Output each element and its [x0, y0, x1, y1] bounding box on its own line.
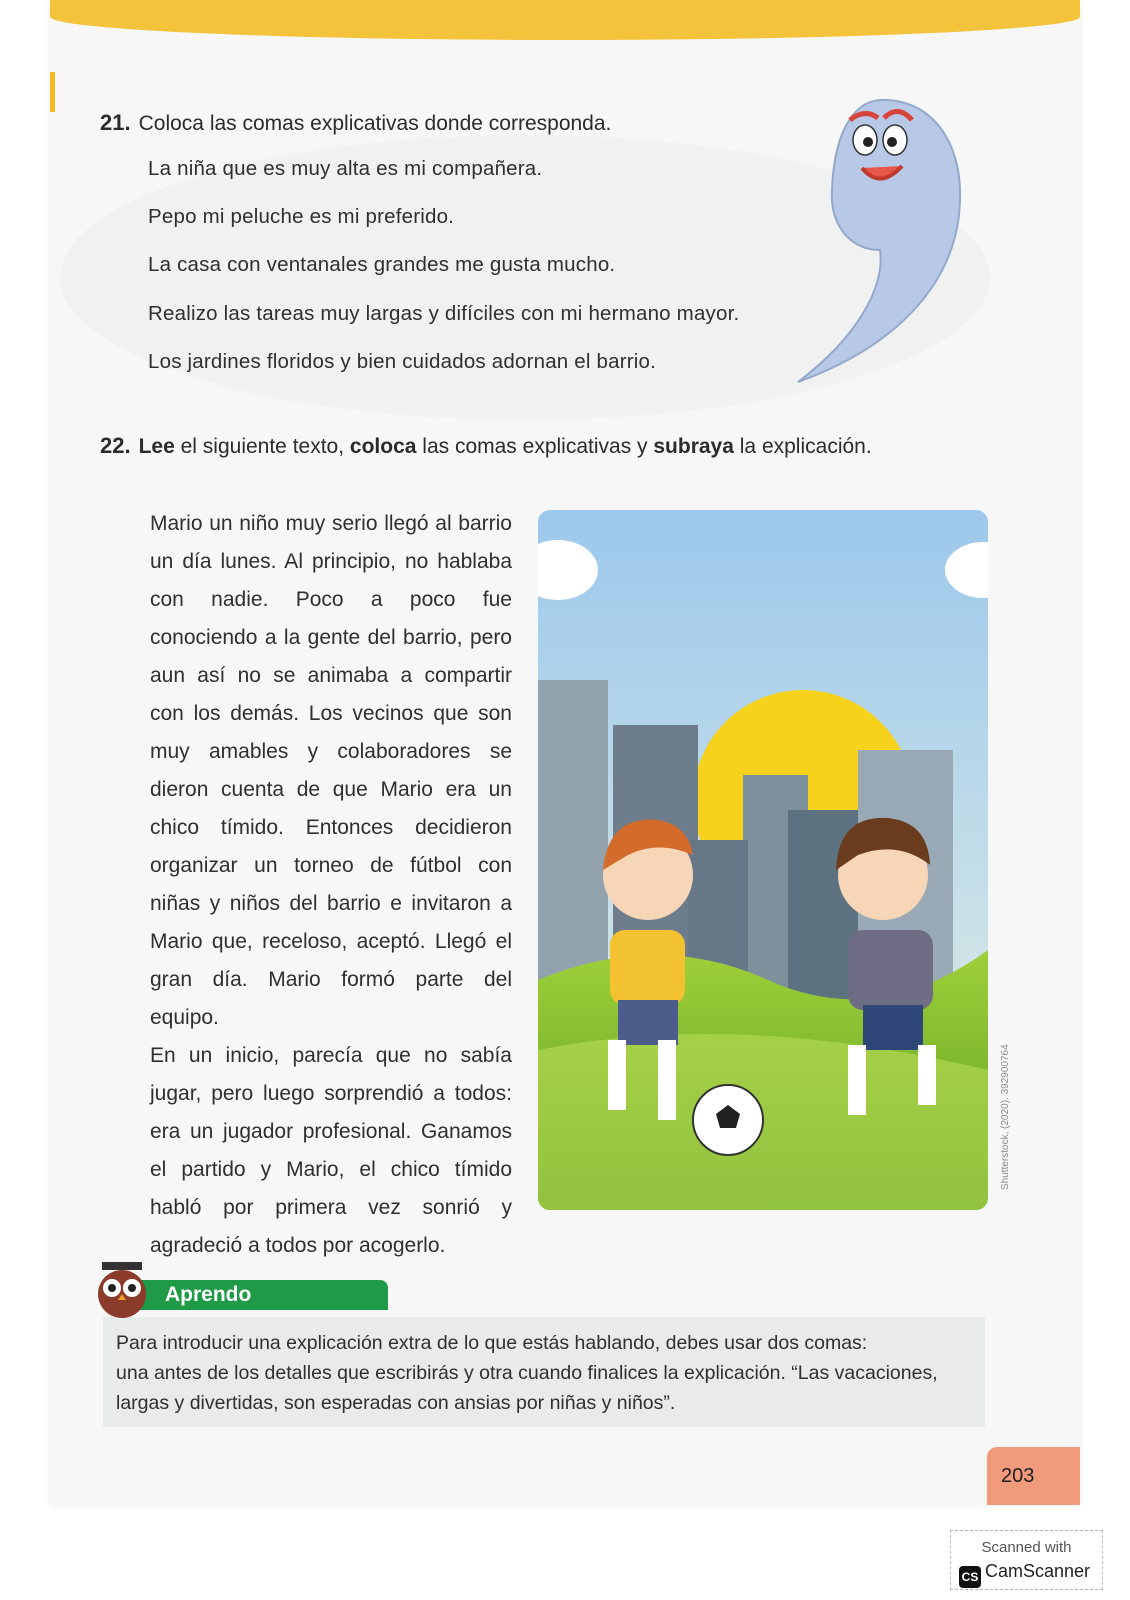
exercise-22-text-3: la explicación.	[739, 435, 872, 458]
exercise-21-sentence-5: Los jardines floridos y bien cuidados adornan el barrio.	[148, 350, 657, 373]
aprendo-text-line-3: largas y divertidas, son esperadas con ansias por niñas y niños”.	[116, 1392, 676, 1414]
exercise-22-text-2: las comas explicativas y	[422, 435, 648, 458]
comma-character-icon	[790, 90, 970, 390]
exercise-22-verb-subraya: subraya	[653, 435, 734, 458]
exercise-21-number: 21.	[100, 110, 131, 135]
camscanner-watermark	[950, 1530, 1103, 1590]
left-margin-mark	[50, 72, 55, 112]
exercise-21-sentence-1: La niña que es muy alta es mi compañera.	[148, 157, 543, 180]
exercise-21-heading	[100, 110, 611, 136]
exercise-21-sentence-4: Realizo las tareas muy largas y difíciles con mi hermano mayor.	[148, 302, 740, 325]
exercise-21-verb: Coloca	[138, 112, 204, 135]
watermark-top-text: Scanned with	[981, 1539, 1072, 1556]
aprendo-title: Aprendo	[135, 1280, 388, 1310]
image-credit: Shutterstock, (2020). 392900764	[1000, 1044, 1011, 1190]
watermark-brand	[959, 1561, 1090, 1588]
exercise-22-heading	[100, 433, 872, 459]
camscanner-logo-icon: CS	[959, 1566, 981, 1588]
exercise-22-text-1: el siguiente texto,	[180, 435, 345, 458]
story-text	[150, 505, 512, 1265]
aprendo-text-line-1: Para introducir una explicación extra de lo que estás hablando, debes usar dos comas:	[116, 1332, 868, 1354]
owl-icon	[92, 1258, 152, 1320]
exercise-21-sentence-3: La casa con ventanales grandes me gusta mucho.	[148, 253, 616, 276]
exercise-22-verb-lee: Lee	[138, 435, 175, 458]
watermark-brand-text: CamScanner	[985, 1561, 1091, 1581]
aprendo-text	[116, 1328, 976, 1418]
soccer-illustration	[538, 510, 988, 1210]
story-paragraph-1: Mario un niño muy serio llegó al barrio un día lunes. Al principio, no hablaba con nadie. Poco a poco fue conociendo a la gente del barrio, pero aun así no se animaba a compartir con los demás. Los vecinos que son muy amables y colaboradores se dieron cuenta de que Mario era un chico tímido. Entonces decidieron organizar un torneo de fútbol con niñas y niños del barrio e invitaron a Mario que, receloso, aceptó. Llegó el gran día. Mario formó parte del equipo.	[150, 512, 512, 1029]
page-number: 203	[987, 1447, 1080, 1505]
story-paragraph-2: En un inicio, parecía que no sabía jugar, pero luego sorprendió a todos: era un jugador profesional. Ganamos el partido y Mario, el chico tímido habló por primera vez sonrió y agradeció a todos por acogerlo.	[150, 1044, 512, 1257]
exercise-21-sentence-2: Pepo mi peluche es mi preferido.	[148, 205, 455, 228]
exercise-22-verb-coloca: coloca	[349, 435, 417, 458]
exercise-21-instruction: las comas explicativas donde corresponda.	[209, 112, 612, 135]
aprendo-text-line-2: una antes de los detalles que escribirás y otra cuando finalices la explicación. “Las vacaciones,	[116, 1362, 938, 1384]
exercise-22-number: 22.	[100, 433, 131, 458]
